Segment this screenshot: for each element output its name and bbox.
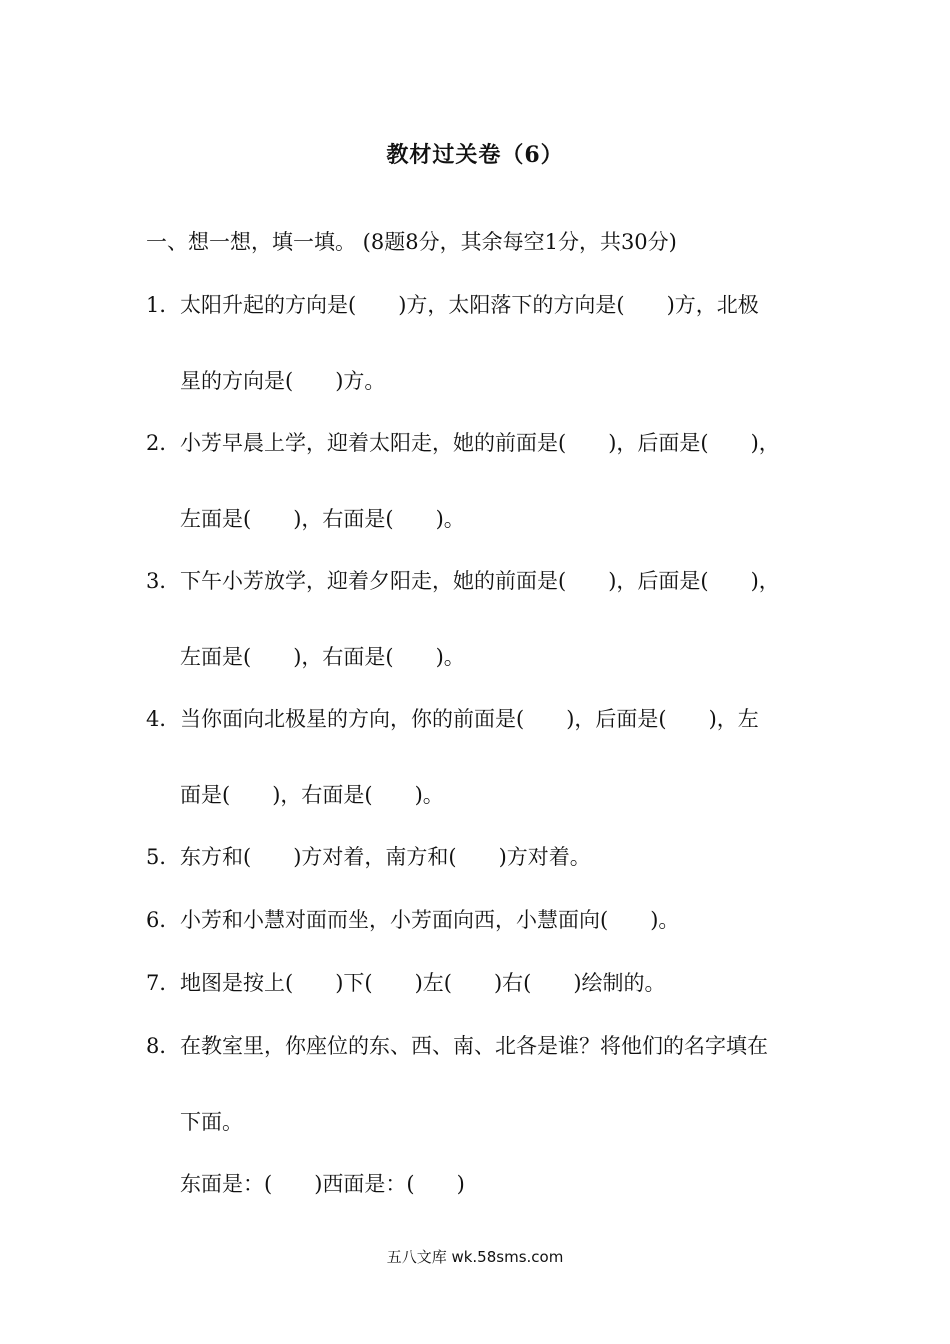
section-heading: 一、想一想，填一填。 (8题8分，其余每空1分，共30分) [146, 230, 677, 254]
question-text: 小芳早晨上学，迎着太阳走，她的前面是( )，后面是( )， [180, 431, 780, 455]
page-title: 教材过关卷（6） [386, 142, 564, 168]
question-number: 5． [146, 845, 181, 869]
question-3 [146, 568, 780, 594]
question-8-continuation: 下面。 [180, 1110, 243, 1134]
question-text: 小芳和小慧对面而坐，小芳面向西，小慧面向( )。 [180, 908, 680, 932]
question-3-continuation: 左面是( )，右面是( )。 [180, 645, 465, 669]
footer-watermark: 五八文库 wk.58sms.com [386, 1248, 564, 1266]
question-text: 当你面向北极星的方向，你的前面是( )，后面是( )，左 [180, 707, 759, 731]
question-number: 6． [146, 908, 181, 932]
question-number: 7． [146, 971, 181, 995]
question-number: 8． [146, 1034, 181, 1058]
question-number: 4． [146, 707, 181, 731]
question-text: 下午小芳放学，迎着夕阳走，她的前面是( )，后面是( )， [180, 569, 780, 593]
question-1 [146, 292, 759, 318]
question-8 [146, 1033, 768, 1059]
question-7 [146, 970, 666, 996]
question-number: 2． [146, 431, 181, 455]
question-text: 在教室里，你座位的东、西、南、北各是谁？将他们的名字填在 [180, 1034, 768, 1058]
question-1-continuation: 星的方向是( )方。 [180, 369, 386, 393]
question-number: 3． [146, 569, 181, 593]
question-text: 东方和( )方对着，南方和( )方对着。 [180, 845, 591, 869]
question-8-answer-line: 东面是：( )西面是：( ) [180, 1172, 465, 1196]
question-text: 太阳升起的方向是( )方，太阳落下的方向是( )方，北极 [180, 293, 759, 317]
question-4-continuation: 面是( )，右面是( )。 [180, 783, 444, 807]
question-2 [146, 430, 780, 456]
question-6 [146, 907, 679, 933]
question-2-continuation: 左面是( )，右面是( )。 [180, 507, 465, 531]
question-4 [146, 706, 759, 732]
question-text: 地图是按上( )下( )左( )右( )绘制的。 [180, 971, 666, 995]
question-number: 1． [146, 293, 181, 317]
question-5 [146, 844, 591, 870]
